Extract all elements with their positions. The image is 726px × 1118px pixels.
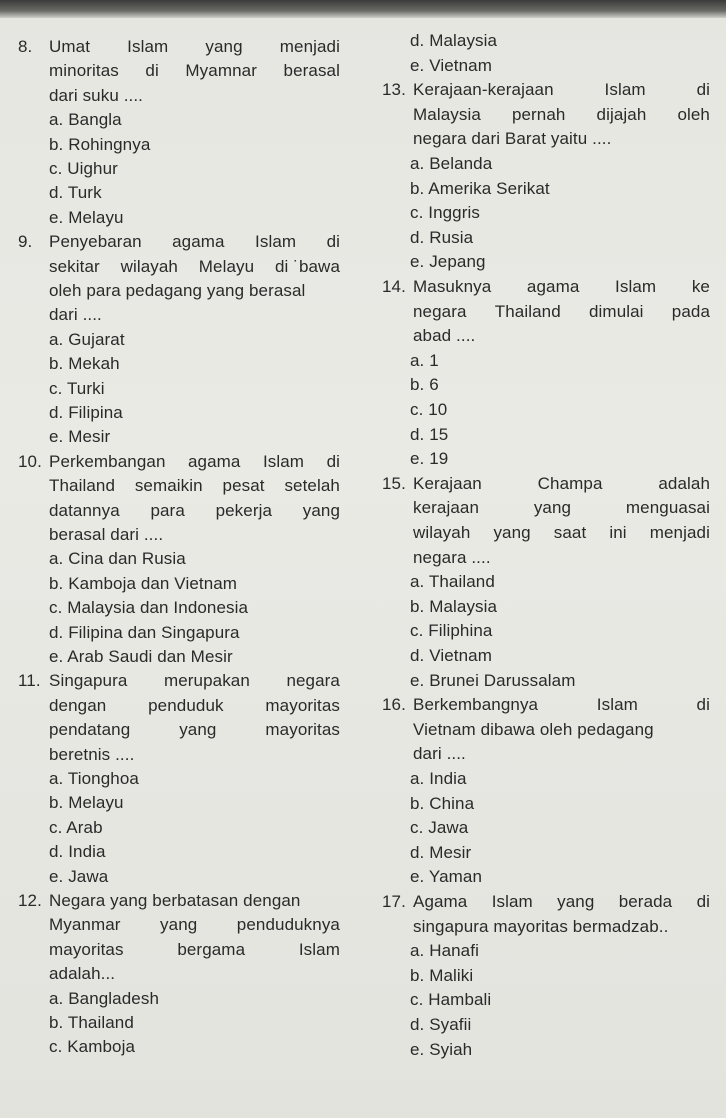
stem-word: Umat — [49, 37, 91, 56]
question-number: 13. — [382, 80, 406, 100]
answer-option-text: c. Turki — [49, 378, 105, 398]
stem-word: bergama — [177, 939, 246, 959]
answer-option-text: b. Maliki — [410, 965, 474, 985]
stem-word: yang — [160, 915, 198, 935]
stem-word: Vietnam dibawa oleh pedagang — [413, 719, 654, 739]
stem-word: pada — [671, 301, 710, 321]
stem-word: dari .... — [49, 305, 102, 325]
stem-word: menjadi — [279, 37, 340, 56]
stem-word: di ˙bawa — [274, 256, 340, 276]
answer-option-text: e. Syiah — [410, 1039, 473, 1059]
stem-word: Thailand — [494, 301, 561, 321]
question-number: 11. — [18, 671, 41, 691]
stem-word: yang — [205, 37, 243, 56]
stem-word: Kerajaan — [413, 473, 482, 493]
stem-word: saat — [553, 523, 587, 542]
answer-option-text: b. Rohingnya — [49, 134, 151, 154]
answer-option-text: d. Rusia — [410, 227, 474, 247]
stem-word: Melayu — [198, 256, 255, 276]
stem-word: yang — [302, 500, 340, 520]
stem-word: di — [326, 232, 340, 252]
stem-word: Islam — [127, 37, 169, 56]
answer-option-text: e. Arab Saudi dan Mesir — [49, 647, 233, 666]
stem-word: Myamnar — [185, 61, 257, 81]
stem-word: Islam — [262, 451, 305, 471]
answer-option-text: c. Jawa — [410, 818, 469, 838]
stem-word: berasal dari .... — [49, 525, 164, 544]
stem-word: pekerja — [215, 500, 273, 520]
stem-word: dimulai — [589, 301, 644, 321]
answer-option-text: c. Arab — [49, 817, 103, 837]
stem-word: adalah... — [49, 964, 116, 984]
answer-option-text: d. India — [49, 842, 106, 862]
stem-word: wilayah — [120, 256, 178, 276]
stem-word: dengan — [49, 695, 107, 715]
stem-word: Islam — [255, 232, 297, 252]
answer-option-text: b. Kamboja dan Vietnam — [49, 573, 238, 593]
answer-option-text: a. 1 — [410, 350, 439, 370]
stem-word: penduduknya — [236, 915, 340, 935]
answer-option-text: b. 6 — [410, 375, 439, 395]
stem-word: di — [696, 892, 710, 911]
stem-word: dari suku .... — [49, 85, 143, 105]
question-number: 15. — [382, 473, 406, 493]
question-number: 14. — [382, 277, 406, 296]
stem-word: negara dari Barat yaitu .... — [413, 129, 612, 149]
stem-word: yang — [533, 498, 572, 518]
stem-word: yang — [179, 720, 217, 740]
stem-word: Kerajaan-kerajaan — [413, 80, 554, 100]
stem-word: para — [150, 500, 185, 520]
stem-word: Masuknya — [413, 277, 492, 296]
page-top-edge — [0, 0, 726, 18]
question-number: 12. — [18, 891, 42, 910]
question-number: 17. — [382, 892, 406, 911]
stem-word: Penyebaran — [49, 232, 142, 252]
stem-word: di — [145, 61, 159, 81]
stem-word: berasal — [283, 61, 340, 81]
stem-word: mayoritas — [265, 720, 340, 740]
answer-option-text: e. Yaman — [410, 867, 482, 887]
stem-word: Singapura — [49, 671, 128, 691]
answer-option-text: c. Inggris — [410, 203, 480, 223]
answer-option-text: e. Jawa — [49, 866, 109, 886]
stem-word: mayoritas — [49, 939, 124, 959]
stem-word: Thailand — [49, 476, 116, 496]
answer-option-text: c. 10 — [410, 400, 448, 419]
stem-word: Agama — [413, 892, 468, 911]
stem-word: Islam — [604, 80, 646, 100]
stem-word: negara .... — [413, 547, 491, 567]
answer-option-text: d. Vietnam — [410, 646, 492, 665]
stem-word: Islam — [298, 939, 340, 959]
question-number: 16. — [382, 695, 406, 715]
stem-word: di — [696, 695, 710, 715]
stem-word: negara — [413, 301, 467, 321]
answer-option-text: d. Filipina — [49, 403, 123, 422]
answer-option-text: d. Filipina dan Singapura — [49, 622, 240, 642]
answer-option-text: a. Thailand — [410, 572, 495, 592]
stem-word: abad .... — [413, 326, 476, 346]
answer-option-text: c. Malaysia dan Indonesia — [49, 598, 249, 618]
stem-word: oleh — [677, 104, 710, 124]
question-number: 8. — [18, 37, 33, 56]
question-number: 10. — [18, 451, 42, 471]
stem-word: kerajaan — [413, 498, 480, 518]
stem-word: Champa — [537, 473, 603, 493]
stem-word: agama — [526, 277, 580, 296]
stem-word: pesat — [222, 476, 265, 496]
stem-word: sekitar — [49, 256, 100, 276]
answer-option-text: c. Filiphina — [410, 621, 493, 641]
stem-word: Negara yang berbatasan dengan — [49, 891, 301, 910]
answer-option-text: d. Mesir — [410, 842, 472, 862]
stem-word: pendatang — [49, 720, 131, 740]
answer-option-text: e. Melayu — [49, 207, 124, 227]
stem-word: datannya — [49, 500, 120, 520]
stem-word: penduduk — [148, 695, 224, 715]
stem-word: berada — [618, 892, 673, 911]
answer-option-text: a. Cina dan Rusia — [49, 549, 186, 569]
stem-word: Perkembangan — [49, 451, 166, 471]
answer-option-text: e. Mesir — [49, 427, 111, 447]
answer-option-text: e. Jepang — [410, 252, 486, 272]
stem-word: merupakan — [163, 671, 250, 691]
answer-option-text: d. 15 — [410, 424, 449, 444]
stem-word: Berkembangnya — [413, 695, 539, 715]
stem-word: singapura mayoritas bermadzab.. — [413, 916, 669, 936]
stem-word: yang — [493, 523, 531, 542]
stem-word: adalah — [658, 473, 710, 493]
answer-option-text: b. Amerika Serikat — [410, 178, 550, 198]
answer-option-text: a. Bangla — [49, 110, 122, 130]
stem-word: di — [696, 80, 710, 100]
stem-word: setelah — [284, 476, 340, 496]
answer-option-text: a. Bangladesh — [49, 988, 159, 1008]
stem-word: Malaysia — [413, 104, 481, 124]
answer-option-text: c. Kamboja — [49, 1037, 136, 1057]
answer-option-text: d. Malaysia — [410, 31, 498, 50]
answer-option-text: b. Malaysia — [410, 596, 498, 616]
answer-option-text: a. India — [410, 769, 467, 788]
stem-word: menjadi — [649, 523, 710, 542]
answer-option-text: b. Mekah — [49, 354, 120, 374]
stem-word: ke — [691, 277, 710, 296]
stem-word: dari .... — [413, 744, 466, 764]
stem-word: Islam — [491, 892, 533, 911]
stem-word: minoritas — [49, 61, 119, 81]
answer-option-text: b. Thailand — [49, 1013, 134, 1032]
answer-option-text: a. Hanafi — [410, 941, 479, 961]
stem-word: pernah — [511, 104, 566, 124]
answer-option-text: d. Syafii — [410, 1015, 472, 1034]
answer-option-text: e. Vietnam — [410, 55, 492, 75]
stem-word: menguasai — [625, 498, 710, 518]
stem-word: agama — [172, 232, 225, 252]
stem-word: dijajah — [596, 104, 647, 124]
stem-word: semaikin — [134, 476, 203, 496]
answer-option-text: e. Brunei Darussalam — [410, 670, 576, 690]
stem-word: yang — [557, 892, 595, 911]
answer-option-text: e. 19 — [410, 449, 449, 469]
stem-word: Islam — [615, 277, 657, 296]
answer-option-text: c. Uighur — [49, 159, 118, 178]
stem-word: ini — [609, 523, 627, 542]
stem-word: negara — [286, 671, 340, 691]
answer-option-text: c. Hambali — [410, 990, 492, 1010]
answer-option-text: b. China — [410, 793, 475, 813]
stem-word: Islam — [596, 695, 638, 715]
stem-word: mayoritas — [265, 695, 340, 715]
stem-word: beretnis .... — [49, 744, 135, 764]
answer-option-text: b. Melayu — [49, 793, 124, 813]
stem-word: wilayah — [413, 523, 471, 542]
stem-word: Myanmar — [49, 915, 121, 935]
answer-option-text: d. Turk — [49, 183, 102, 203]
stem-word: di — [326, 451, 340, 471]
stem-word: agama — [187, 451, 241, 471]
question-number: 9. — [18, 232, 33, 252]
stem-word: oleh para pedagang yang berasal — [49, 281, 306, 300]
answer-option-text: a. Tionghoa — [49, 769, 139, 788]
answer-option-text: a. Belanda — [410, 154, 493, 173]
answer-option-text: a. Gujarat — [49, 329, 125, 349]
